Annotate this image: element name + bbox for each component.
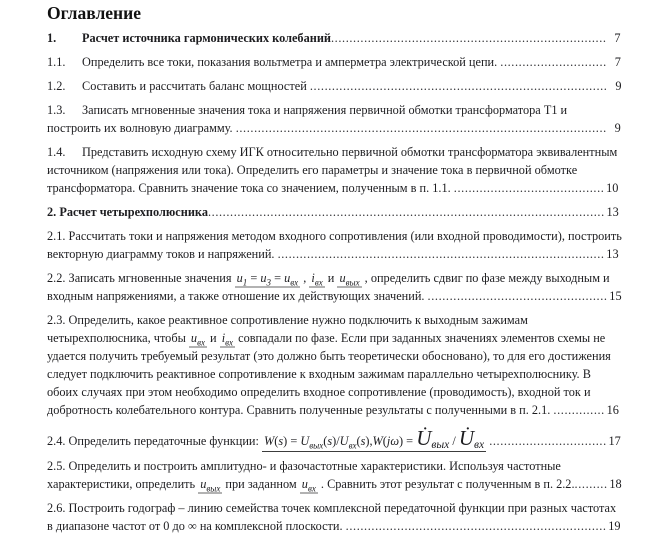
toc-page-number: 7 (614, 55, 621, 69)
dot-leader: ......................................... (453, 181, 605, 195)
dot-leader: ......................................................................................... (277, 247, 605, 261)
math-operator: = (271, 271, 285, 285)
text-segment: . Сравнить этот результат с полученным в п. 2.2. (317, 477, 575, 491)
text-segment: при заданном (222, 477, 300, 491)
math-variable: $i_{вх}$ (311, 271, 323, 288)
toc-entry-2-4[interactable] (47, 425, 622, 451)
text-segment: Определить и построить амплитудно- и фазочастотные характеристики. Используя частотные характеристики, определить (47, 459, 561, 491)
math-variable: $U_{вх}$ (339, 434, 357, 451)
math-subscript: вых (206, 483, 221, 494)
math-subscript: 3 (266, 277, 271, 288)
dot-leader: ......... (574, 477, 608, 491)
math-subscript: вх (348, 440, 357, 451)
math-operator: )/ (332, 434, 340, 448)
math-variable: $U_{вых}$ (300, 434, 324, 451)
toc-entry-number: 2.5. (47, 459, 66, 473)
math-variable: s (327, 434, 333, 448)
math-operator: ), (365, 434, 373, 448)
inline-formula (300, 477, 318, 494)
toc-entry-number: 2.6. (47, 501, 66, 515)
math-variable: $u_{вых}$ (200, 477, 221, 494)
toc-entry-1-2[interactable] (47, 77, 622, 95)
math-variable: W (372, 434, 383, 448)
toc-entry-2-2[interactable] (47, 269, 622, 305)
math-variable: $u_{вх}$ (190, 331, 205, 348)
math-operator: ( (274, 434, 279, 448)
text-segment: Записать мгновенные значения тока и напряжения первичной обмотки трансформатора Т1 и построить их волновую диаграмму. (47, 103, 568, 135)
text-segment: и (324, 271, 338, 285)
math-operator: ) = (399, 434, 417, 448)
toc-entry-number: 2.1. (47, 229, 66, 243)
math-operator: ( (356, 434, 361, 448)
toc-entry-1-1[interactable] (47, 53, 622, 71)
text-segment: , (300, 271, 310, 285)
math-subscript: вх (290, 277, 299, 288)
toc-page-number: 13 (606, 205, 619, 219)
toc-page-number: 18 (609, 477, 622, 491)
text-segment: Рассчитать токи и напряжения методом входного сопротивления (или входной проводимости), построить векторную диаграмму токов и напряжений. (47, 229, 622, 261)
toc-entry-number: 1.2. (47, 79, 66, 93)
math-subscript: вх (307, 483, 316, 494)
toc-page-number: 9 (614, 121, 621, 135)
math-subscript: вх (197, 337, 205, 348)
math-variable: $U̇_{вых}$ (416, 426, 450, 451)
text-segment: Представить исходную схему ИГК относительно первичной обмотки трансформатора эквивалентным источником (напряжения или тока). Определить его параметры и значение тока в первичной обмотке трансформатора. Сравнить значение тока со значением, полученным в п. 1.1. (47, 145, 618, 195)
toc-page-number: 15 (609, 289, 622, 303)
math-subscript: вх (225, 337, 234, 348)
toc-page-number: 10 (606, 181, 619, 195)
toc-entry-1[interactable] (47, 29, 622, 47)
toc-entry-number: 1.4. (47, 145, 66, 159)
text-segment: , определить сдвиг по фазе между выходным и входным напряжениями, а также отношение их действующих значений. (47, 271, 610, 303)
math-variable: $u_{вх}$ (301, 477, 316, 494)
toc-entry-number: 2.2. (47, 271, 66, 285)
math-operator: ( (382, 434, 387, 448)
math-variable: s (278, 434, 284, 448)
math-variable: $U̇_{вх}$ (458, 426, 485, 451)
math-operator: / (449, 434, 459, 448)
inline-formula (309, 271, 324, 288)
math-variable: W (264, 434, 275, 448)
toc-entry-1-3[interactable] (47, 101, 622, 137)
math-variable: s (360, 434, 366, 448)
dot-leader: ....................................................................... (345, 519, 607, 533)
toc-page-number: 9 (615, 79, 622, 93)
toc-entry-number: 2.4. (47, 434, 66, 448)
toc-entry-2[interactable] (47, 203, 622, 221)
toc-entry-2-3[interactable] (47, 311, 622, 419)
toc-page-number: 13 (606, 247, 619, 261)
toc-entry-number: 2.3. (47, 313, 66, 327)
inline-formula (262, 426, 486, 452)
math-variable: jω (386, 434, 400, 448)
toc-entry-number: 1.3. (47, 103, 66, 117)
dot-leader: .............. (553, 403, 605, 417)
math-subscript: вых (309, 440, 324, 451)
math-subscript: вых (345, 277, 360, 288)
text-segment: и (206, 331, 220, 345)
dot-leader: ........................................................................... (331, 31, 607, 45)
inline-formula (198, 477, 222, 494)
inline-formula (220, 331, 235, 348)
inline-formula (337, 271, 361, 288)
math-operator: ( (323, 434, 328, 448)
text-segment: Составить и рассчитать баланс мощностей (82, 79, 310, 93)
text-segment: Расчет четырехполюсника (59, 205, 208, 219)
math-subscript: вх (474, 439, 485, 451)
text-segment: Записать мгновенные значения (68, 271, 235, 285)
dot-leader: ................................ (489, 434, 607, 448)
text-segment: Определить, какое реактивное сопротивление нужно подключить к выходным зажимам четырехполюсника, чтобы (47, 313, 528, 345)
text-segment: совпадали по фазе. Если при заданных значениях элементов схемы не удается получить требуемый результат (это должно быть теоретически обосновано), то для его достижения следует подключить реактивное сопротивление к входным зажимам параллельно четырехполюснику. В обоих случаях при этом необходимо определить входное сопротивление (проводимость), входной ток и добротность колебательного контура. Сравнить полученные результаты с полученными в п. 2.1. (47, 331, 611, 417)
toc-entry-2-1[interactable] (47, 227, 622, 263)
inline-formula (235, 271, 301, 288)
math-subscript: 1 (242, 277, 248, 288)
inline-formula (189, 331, 207, 348)
toc-entry-2-5[interactable] (47, 457, 622, 493)
toc-entry-2-6[interactable] (47, 499, 622, 535)
toc-page-number: 16 (606, 403, 619, 417)
toc-page-number: 19 (608, 519, 621, 533)
math-operator: ) = (283, 434, 301, 448)
dot-leader: ..................................................................................................... (235, 121, 607, 135)
math-variable: $u_{вых}$ (339, 271, 360, 288)
text-segment: Определить все токи, показания вольтметра и амперметра электрической цепи. (82, 55, 501, 69)
toc-entry-number: 1.1. (47, 55, 66, 69)
dot-leader: ............................. (500, 55, 607, 69)
dot-leader: ................................................. (427, 289, 608, 303)
math-operator: = (247, 271, 261, 285)
toc-entry-number: 1. (47, 31, 57, 45)
toc-entry-number: 2. (47, 205, 57, 219)
text-segment: Расчет источника гармонических колебаний (82, 31, 331, 45)
text-segment: Построить годограф – линию семейства точек комплексной передаточной функции при разных частотах в диапазоне частот от 0 до ∞ на комплексной плоскости. (47, 501, 617, 533)
toc-page-number: 7 (614, 31, 621, 45)
math-variable: $i_{вх}$ (221, 331, 234, 348)
toc-list (47, 29, 622, 535)
math-subscript: вых (431, 439, 450, 451)
math-variable: $u_1$ (236, 271, 248, 288)
toc-page-number: 17 (608, 434, 621, 448)
dot-leader: ............................................................................................................ (207, 205, 605, 219)
toc-title: Оглавление (47, 3, 141, 23)
math-subscript: вх (314, 277, 323, 288)
text-segment: Определить передаточные функции: (68, 434, 263, 448)
toc-entry-1-4[interactable] (47, 143, 622, 197)
dot-leader: ................................................................................. (309, 79, 608, 93)
math-variable: $u_3$ (260, 271, 271, 288)
math-variable: $u_{вх}$ (284, 271, 299, 288)
